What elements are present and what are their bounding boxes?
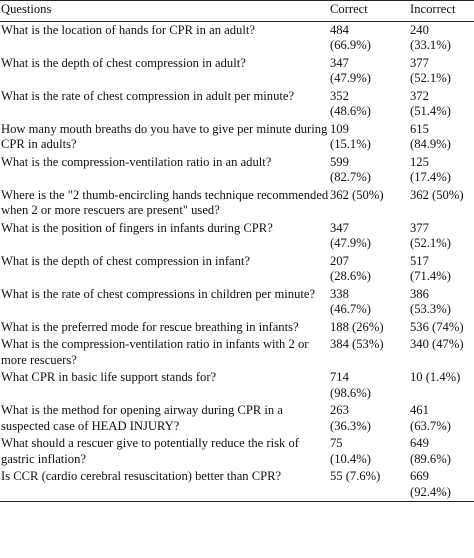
incorrect-cell-count: 377: [410, 55, 429, 70]
correct-cell-count: 714: [330, 370, 349, 384]
incorrect-cell: [410, 319, 474, 337]
table-row: [0, 88, 474, 121]
table-row: [0, 154, 474, 187]
table-row: [0, 121, 474, 154]
correct-cell-percent: (66.9%): [330, 38, 371, 52]
table-row: [0, 253, 474, 286]
question-cell: What is the method for opening airway during CPR in a suspected case of HEAD INJURY?: [1, 403, 283, 433]
incorrect-cell-count: 340 (47%): [410, 337, 464, 351]
question-cell: What is the depth of chest compression in adult?: [1, 55, 246, 70]
table-row: [0, 286, 474, 319]
question-cell: What is the location of hands for CPR in an adult?: [1, 22, 255, 37]
correct-cell: [330, 336, 410, 369]
incorrect-cell-count: 669: [410, 469, 429, 483]
incorrect-cell: [410, 468, 474, 502]
correct-cell-percent: (10.4%): [330, 451, 371, 466]
incorrect-cell-count: 615: [410, 121, 429, 136]
incorrect-cell-percent: (51.4%): [410, 104, 451, 118]
table-row: [0, 187, 474, 220]
correct-cell-count: 347: [330, 220, 349, 235]
incorrect-cell: [410, 121, 474, 154]
correct-cell-percent: (47.9%): [330, 236, 371, 250]
question-cell: What is the compression-ventilation ratio in an adult?: [1, 154, 272, 169]
correct-cell: [330, 121, 410, 154]
table-header-row: [0, 1, 474, 22]
correct-cell-percent: (48.6%): [330, 104, 371, 118]
incorrect-cell-count: 362 (50%): [410, 187, 464, 202]
correct-cell: [330, 435, 410, 468]
incorrect-cell: [410, 286, 474, 319]
correct-cell-percent: (36.3%): [330, 418, 371, 433]
correct-cell: [330, 286, 410, 319]
incorrect-cell-count: 517: [410, 253, 429, 268]
incorrect-cell-count: 386: [410, 286, 429, 301]
incorrect-cell-percent: (52.1%): [410, 236, 451, 250]
correct-cell-count: 362 (50%): [330, 187, 384, 202]
incorrect-cell-count: 372: [410, 88, 429, 103]
correct-cell: [330, 253, 410, 286]
question-cell: What is the preferred mode for rescue breathing in infants?: [1, 319, 299, 334]
header-incorrect: Incorrect: [410, 1, 474, 22]
incorrect-cell: [410, 336, 474, 369]
correct-cell-percent: (82.7%): [330, 170, 371, 184]
incorrect-cell: [410, 253, 474, 286]
question-cell: What is the position of fingers in infants during CPR?: [1, 220, 273, 235]
correct-cell: [330, 187, 410, 220]
incorrect-cell-count: 461: [410, 403, 429, 417]
question-cell: How many mouth breaths do you have to give per minute during CPR in adults?: [1, 121, 328, 151]
incorrect-cell-percent: (33.1%): [410, 38, 451, 52]
correct-cell-count: 484: [330, 22, 349, 37]
table-body: [0, 21, 474, 502]
table-row: [0, 468, 474, 502]
correct-cell-count: 207: [330, 253, 349, 268]
correct-cell: [330, 154, 410, 187]
question-cell: What is the compression-ventilation ratio in infants with 2 or more rescuers?: [1, 337, 309, 367]
table-row: [0, 369, 474, 402]
question-cell: What should a rescuer give to potentially reduce the risk of gastric inflation?: [1, 436, 299, 466]
correct-cell: [330, 55, 410, 88]
incorrect-cell-count: 377: [410, 220, 429, 235]
table-row: [0, 220, 474, 253]
correct-cell-count: 352: [330, 88, 349, 103]
incorrect-cell: [410, 220, 474, 253]
incorrect-cell-percent: (92.4%): [410, 484, 451, 499]
incorrect-cell: [410, 154, 474, 187]
incorrect-cell: [410, 55, 474, 88]
incorrect-cell-count: 10 (1.4%): [410, 370, 461, 384]
incorrect-cell-count: 125: [410, 154, 429, 169]
incorrect-cell: [410, 88, 474, 121]
correct-cell-count: 384 (53%): [330, 337, 384, 351]
header-correct: Correct: [330, 1, 410, 22]
question-cell: What CPR in basic life support stands for?: [1, 370, 217, 384]
correct-cell-count: 75: [330, 436, 343, 450]
incorrect-cell-percent: (71.4%): [410, 269, 451, 283]
question-cell: What is the rate of chest compression in adult per minute?: [1, 88, 295, 103]
correct-cell: [330, 369, 410, 402]
incorrect-cell-percent: (17.4%): [410, 170, 451, 184]
correct-cell-percent: (47.9%): [330, 71, 371, 85]
question-cell: What is the depth of chest compression in infant?: [1, 253, 251, 268]
correct-cell-percent: (15.1%): [330, 137, 371, 151]
incorrect-cell-count: 240: [410, 22, 429, 37]
question-cell: What is the rate of chest compressions in children per minute?: [1, 286, 316, 301]
table-row: [0, 336, 474, 369]
table-row: [0, 21, 474, 55]
correct-cell-percent: (98.6%): [330, 385, 371, 400]
correct-cell: [330, 88, 410, 121]
incorrect-cell-percent: (53.3%): [410, 302, 451, 316]
correct-cell: [330, 319, 410, 337]
incorrect-cell: [410, 187, 474, 220]
incorrect-cell: [410, 402, 474, 435]
incorrect-cell: [410, 435, 474, 468]
correct-cell-percent: (28.6%): [330, 269, 371, 283]
incorrect-cell: [410, 21, 474, 55]
incorrect-cell-percent: (89.6%): [410, 451, 451, 466]
table-row: [0, 402, 474, 435]
question-cell: Where is the "2 thumb-encircling hands technique recommended when 2 or more rescuers are present" used?: [1, 187, 329, 217]
correct-cell: [330, 21, 410, 55]
table-row: [0, 435, 474, 468]
correct-cell-count: 599: [330, 154, 349, 169]
table-row: [0, 319, 474, 337]
correct-cell-count: 263: [330, 403, 349, 417]
table-row: [0, 55, 474, 88]
correct-cell: [330, 468, 410, 502]
correct-cell-count: 338: [330, 286, 349, 301]
correct-cell-percent: (46.7%): [330, 302, 371, 316]
correct-cell-count: 109: [330, 121, 349, 136]
incorrect-cell-count: 536 (74%): [410, 319, 464, 334]
incorrect-cell: [410, 369, 474, 402]
correct-cell: [330, 220, 410, 253]
correct-cell: [330, 402, 410, 435]
correct-cell-count: 55 (7.6%): [330, 469, 381, 483]
question-cell: Is CCR (cardio cerebral resuscitation) better than CPR?: [0, 468, 330, 502]
incorrect-cell-percent: (63.7%): [410, 418, 451, 433]
incorrect-cell-percent: (84.9%): [410, 137, 451, 151]
incorrect-cell-count: 649: [410, 436, 429, 450]
header-questions: Questions: [0, 1, 330, 22]
correct-cell-count: 347: [330, 55, 349, 70]
correct-cell-count: 188 (26%): [330, 319, 384, 334]
incorrect-cell-percent: (52.1%): [410, 71, 451, 85]
